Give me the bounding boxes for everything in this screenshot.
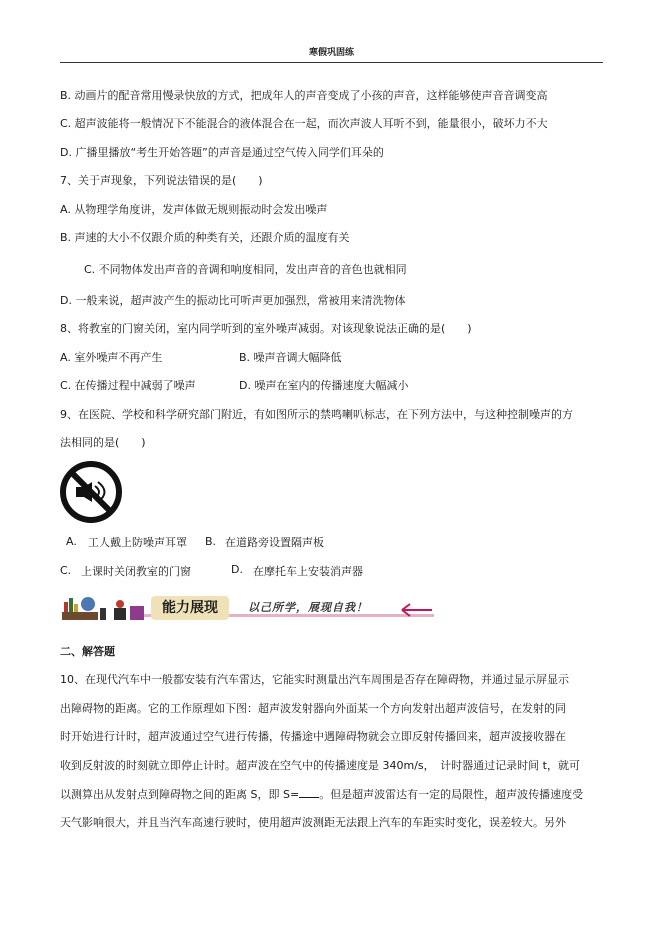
q8-option-c: C. 在传播过程中减弱了噪声 <box>60 379 196 392</box>
q6-option-c: C. 超声波能将一般情况下不能混合的液体混合在一起，而次声波人耳听不到，能量很小，破坏力不大 <box>60 117 548 130</box>
q9-option-c: 上课时关闭教室的门窗 <box>81 565 191 578</box>
q8-option-d: D. 噪声在室内的传播速度大幅减小 <box>239 379 409 392</box>
q9-option-b-letter: B. <box>205 535 217 548</box>
q9-option-d-letter: D. <box>231 563 243 576</box>
banner-title: 能力展现 <box>151 596 229 620</box>
banner-slogan: 以己所学，展现自我！ <box>248 601 368 614</box>
q6-option-d: D. 广播里播放“考生开始答题”的声音是通过空气传入同学们耳朵的 <box>60 146 384 159</box>
q10-line5-part2: 。但是超声波雷达有一定的局限性，超声波传播速度受 <box>319 788 584 801</box>
q10-line3: 时开始进行计时，超声波通过空气进行传播，传播途中遇障碍物就会立即反射传播回来，超声波接收器在 <box>60 730 566 743</box>
q9-stem-line1: 9、在医院、学校和科学研究部门附近，有如图所示的禁鸣喇叭标志，在下列方法中，与这种控制噪声的方 <box>60 408 573 421</box>
q10-line5 <box>60 787 583 802</box>
q9-option-c-letter: C. <box>60 564 72 577</box>
q9-option-d: 在摩托车上安装消声器 <box>253 565 363 578</box>
q7-option-b: B. 声速的大小不仅跟介质的种类有关，还跟介质的温度有关 <box>60 231 350 244</box>
q8-stem: 8、将教室的门窗关闭，室内同学听到的室外噪声减弱。对该现象说法正确的是( ) <box>60 322 472 335</box>
answer-blank <box>299 787 319 798</box>
q9-option-a-letter: A. <box>66 535 77 548</box>
q9-option-a: 工人戴上防噪声耳罩 <box>88 536 187 549</box>
q8-option-b: B. 噪声音调大幅降低 <box>239 351 342 364</box>
q10-line5-part1: 以测算出从发射点到障碍物之间的距离 S，即 S= <box>60 788 300 801</box>
q9-stem-line2: 法相同的是( ) <box>60 436 146 449</box>
q9-option-b: 在道路旁设置隔声板 <box>225 536 324 549</box>
no-horn-sign-icon <box>59 460 123 524</box>
ability-banner <box>60 590 440 624</box>
q10-line1: 10、在现代汽车中一般都安装有汽车雷达，它能实时测量出汽车周围是否存在障碍物，并通过显示屏显示 <box>60 673 569 686</box>
q7-option-d: D. 一般来说，超声波产生的振动比可听声更加强烈，常被用来清洗物体 <box>60 294 406 307</box>
q10-line2: 出障碍物的距离。它的工作原理如下图：超声波发射器向外面某一个方向发射出超声波信号，在发射的同 <box>60 702 566 715</box>
q10-line6: 天气影响很大，并且当汽车高速行驶时，使用超声波测距无法跟上汽车的车距实时变化，误差较大。另外 <box>60 816 566 829</box>
q8-option-a: A. 室外噪声不再产生 <box>60 351 163 364</box>
q10-line4: 收到反射波的时刻就立即停止计时。超声波在空气中的传播速度是 340m/s， 计时器通过记录时间 t，就可 <box>60 759 580 772</box>
q7-option-c: C. 不同物体发出声音的音调和响度相同，发出声音的音色也就相同 <box>84 263 407 276</box>
section-title: 二、解答题 <box>60 645 115 658</box>
q6-option-b: B. 动画片的配音常用慢录快放的方式，把成年人的声音变成了小孩的声音，这样能够使声音音调变高 <box>60 89 548 102</box>
q7-stem: 7、关于声现象，下列说法错误的是( ) <box>60 174 263 187</box>
header-title: 寒假巩固练 <box>308 48 354 58</box>
page-header <box>60 44 603 63</box>
q7-option-a: A. 从物理学角度讲，发声体做无规则振动时会发出噪声 <box>60 203 328 216</box>
